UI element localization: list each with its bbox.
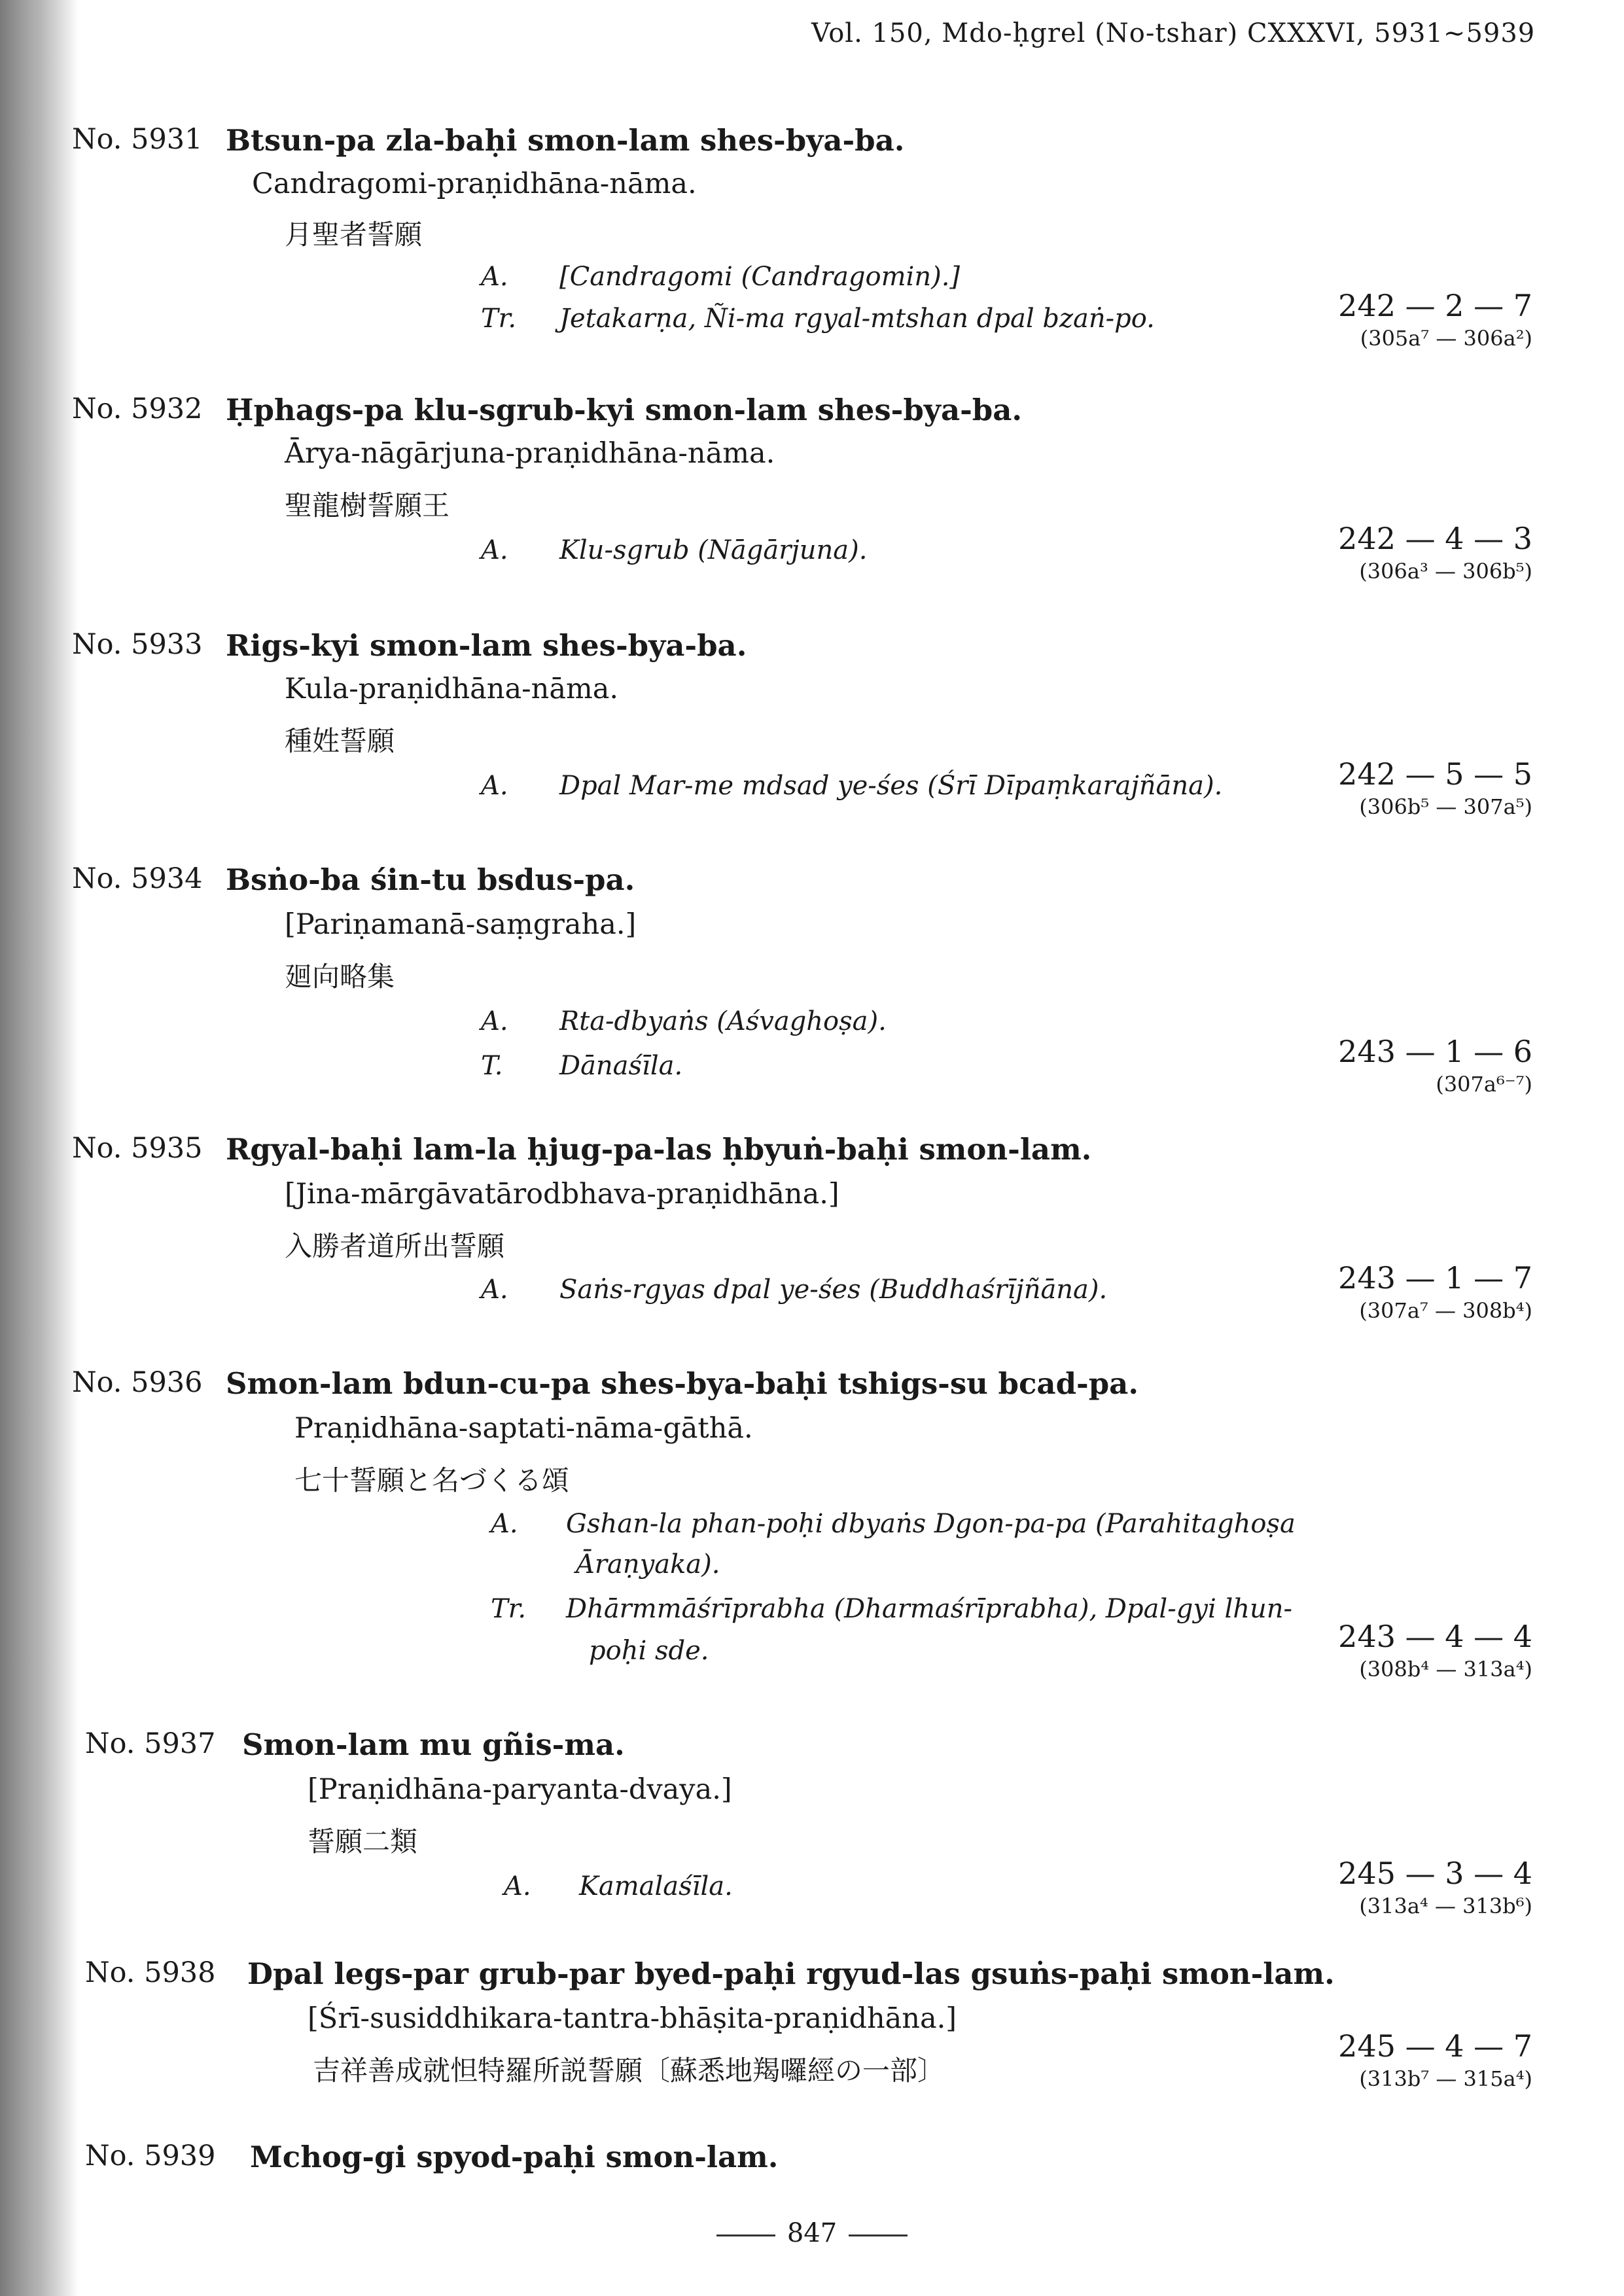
author-name: Rta-dbyaṅs (Aśvaghoṣa). [559,1006,887,1036]
sanskrit-title: Candragomi-praṇidhāna-nāma. [252,168,697,200]
folio-range: (306a³ — 306b⁵) [1359,559,1532,584]
sanskrit-title: Kula-praṇidhāna-nāma. [285,673,619,705]
author-name: Dpal Mar-me mdsad ye-śes (Śrī Dīpaṃkarajñāna). [559,771,1223,801]
sanskrit-title: [Śrī-susiddhikara-tantra-bhāṣita-praṇidhāna.] [308,2002,957,2035]
volume-location: 243 — 4 — 4 [1338,1619,1532,1654]
entry-title: Smon-lam mu gñis-ma. [242,1727,625,1762]
author-name: Saṅs-rgyas dpal ye-śes (Buddhaśrījñāna). [559,1275,1108,1305]
author-name: [Candragomi (Candragomin).] [559,262,961,292]
location-ref [1258,756,1532,819]
entry-number: No. 5931 [72,123,203,156]
volume-location: 243 — 1 — 7 [1338,1260,1532,1296]
entry-number: No. 5936 [72,1366,203,1399]
author-role: A. [481,1006,508,1036]
volume-location: 242 — 4 — 3 [1338,521,1532,556]
location-ref [1258,521,1532,584]
folio-range: (308b⁴ — 313a⁴) [1359,1657,1532,1682]
entry-number: No. 5935 [72,1132,203,1165]
author-role: A. [481,535,508,565]
author-name: Klu-sgrub (Nāgārjuna). [559,535,868,565]
footer-rule-right [849,2234,908,2236]
volume-location: 242 — 2 — 7 [1338,288,1532,323]
translator-role: T. [481,1051,503,1081]
author-name: Kamalaśīla. [579,1871,733,1901]
location-ref [1258,2028,1532,2091]
folio-range: (306b⁵ — 307a⁵) [1359,794,1532,819]
entry-number: No. 5934 [72,862,203,895]
translator-role: Tr. [491,1594,527,1624]
author-name: Gshan-la phan-poḥi dbyaṅs Dgon-pa-pa (Parahitaghoṣa [566,1509,1296,1539]
translator-name: Jetakarṇa, Ñi-ma rgyal-mtshan dpal bzaṅ-po. [559,304,1155,334]
sanskrit-title: Ārya-nāgārjuna-praṇidhāna-nāma. [285,437,775,470]
entry-number: No. 5932 [72,393,203,425]
volume-location: 242 — 5 — 5 [1338,756,1532,792]
translator-name: Dānaśīla. [559,1051,683,1081]
page-footer [0,2218,1624,2248]
entry-title: Smon-lam bdun-cu-pa shes-bya-baḥi tshigs-su bcad-pa. [226,1366,1139,1401]
sanskrit-title: [Praṇidhāna-paryanta-dvaya.] [308,1773,732,1806]
japanese-title: 誓願二類 [308,1826,418,1858]
entry-title: Mchog-gi spyod-paḥi smon-lam. [250,2140,779,2174]
running-header: Vol. 150, Mdo-ḥgrel (No-tshar) CXXXVI, 5931~5939 [811,18,1536,48]
entry-number: No. 5933 [72,628,203,661]
author-name-continued: Āraṇyaka). [576,1549,720,1580]
author-role: A. [481,262,508,292]
japanese-title: 月聖者誓願 [285,219,423,251]
japanese-title: 廻向略集 [285,961,395,993]
page-number: 847 [786,2218,838,2248]
folio-range: (305a⁷ — 306a²) [1360,326,1532,351]
location-ref [1258,288,1532,351]
location-ref [1258,1856,1532,1918]
translator-role: Tr. [481,304,517,334]
sanskrit-title: [Pariṇamanā-saṃgraha.] [285,908,637,941]
entry-title: Ḥphags-pa klu-sgrub-kyi smon-lam shes-bya-ba. [226,393,1023,427]
japanese-title: 入勝者道所出誓願 [285,1230,505,1262]
entry-number: No. 5937 [85,1727,216,1760]
japanese-title: 聖龍樹誓願王 [285,489,450,521]
author-role: A. [491,1509,518,1539]
location-ref [1258,1260,1532,1323]
entry-number: No. 5938 [85,1956,216,1989]
japanese-title: 種姓誓願 [285,725,395,757]
entry-title: Bsṅo-ba śin-tu bsdus-pa. [226,862,635,897]
volume-location: 245 — 3 — 4 [1338,1856,1532,1891]
entry-title: Dpal legs-par grub-par byed-paḥi rgyud-las gsuṅs-paḥi smon-lam. [247,1956,1335,1991]
entry-title: Rigs-kyi smon-lam shes-bya-ba. [226,628,747,663]
author-role: A. [481,1275,508,1305]
author-role: A. [481,771,508,801]
volume-location: 245 — 4 — 7 [1338,2028,1532,2064]
japanese-title: 吉祥善成就怛特羅所説誓願〔蘇悉地羯囉經の一部〕 [313,2055,945,2087]
translator-name-continued: poḥi sde. [589,1636,709,1666]
translator-name: Dhārmmāśrīprabha (Dharmaśrīprabha), Dpal-gyi lhun- [566,1594,1293,1624]
entry-title: Btsun-pa zla-baḥi smon-lam shes-bya-ba. [226,123,905,158]
folio-range: (313a⁴ — 313b⁶) [1359,1894,1532,1918]
sanskrit-title: Praṇidhāna-saptati-nāma-gāthā. [294,1412,753,1445]
folio-range: (307a⁶⁻⁷) [1436,1072,1532,1097]
location-ref [1258,1034,1532,1097]
folio-range: (307a⁷ — 308b⁴) [1359,1298,1532,1323]
location-ref [1258,1619,1532,1682]
author-role: A. [504,1871,531,1901]
folio-range: (313b⁷ — 315a⁴) [1359,2066,1532,2091]
japanese-title: 七十誓願と名づくる頌 [294,1464,570,1496]
footer-rule-left [716,2234,775,2236]
entry-number: No. 5939 [85,2140,216,2172]
entry-title: Rgyal-baḥi lam-la ḥjug-pa-las ḥbyuṅ-baḥi smon-lam. [226,1132,1092,1167]
book-spine-shadow [0,0,79,2296]
volume-location: 243 — 1 — 6 [1338,1034,1532,1069]
sanskrit-title: [Jina-mārgāvatārodbhava-praṇidhāna.] [285,1178,839,1210]
